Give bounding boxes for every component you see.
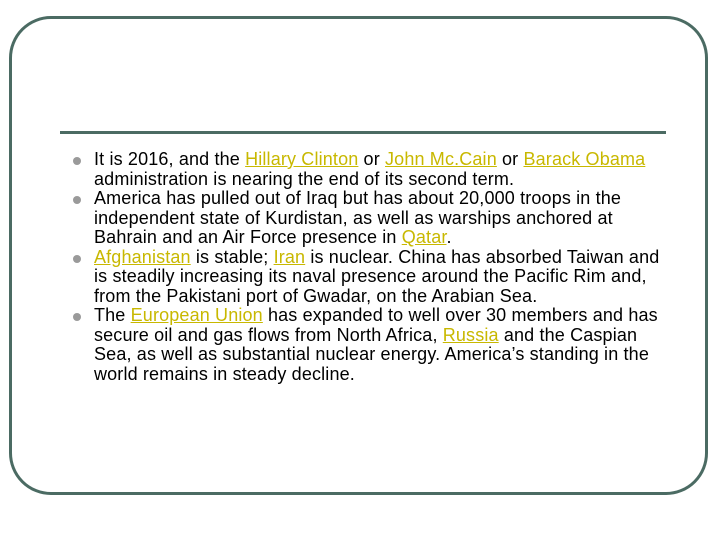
text-segment: has expanded to well over 30 members and has secure oil and gas flows from North Africa, (94, 305, 658, 345)
text-segment: administration is nearing the end of its second term. (94, 168, 515, 189)
bullet-icon (73, 313, 81, 321)
link-russia[interactable]: Russia (442, 324, 499, 345)
link-european-union[interactable]: European Union (130, 305, 263, 325)
bullet-icon (73, 255, 81, 263)
text-segment: . (446, 227, 452, 247)
bullet-list (94, 150, 674, 384)
link-qatar[interactable]: Qatar (401, 227, 447, 247)
text-segment: is stable; (190, 246, 274, 267)
bullet-item-2 (94, 189, 674, 248)
text-segment: America has pulled out of Iraq but has about 20,000 troops in the independent state of Kurdistan, as well as warships anchored at Bahrain and an Air Force presence in (94, 188, 622, 247)
text-segment: or (358, 149, 386, 169)
link-afghanistan[interactable]: Afghanistan (94, 246, 191, 267)
bullet-item-1 (94, 150, 674, 189)
bullet-item-3 (94, 248, 674, 307)
bullet-icon (73, 157, 81, 165)
text-segment: or (496, 149, 524, 169)
text-segment: It is 2016, and the (94, 149, 246, 169)
link-hillary-clinton[interactable]: Hillary Clinton (245, 149, 359, 169)
text-segment: The (94, 305, 131, 325)
title-divider (60, 131, 666, 134)
text-segment: and the Caspian Sea, as well as substantial nuclear energy. America’s standing in the world remains in steady decline. (94, 324, 649, 384)
bullet-icon (73, 196, 81, 204)
link-john-mccain[interactable]: John Mc.Cain (385, 149, 497, 169)
link-barack-obama[interactable]: Barack Obama (523, 149, 646, 169)
bullet-item-4 (94, 306, 674, 384)
link-iran[interactable]: Iran (273, 246, 306, 267)
text-segment: is nuclear. China has absorbed Taiwan and is steadily increasing its naval presence around the Pacific Rim and, from the Pakistani port of Gwadar, on the Arabian Sea. (94, 246, 660, 306)
